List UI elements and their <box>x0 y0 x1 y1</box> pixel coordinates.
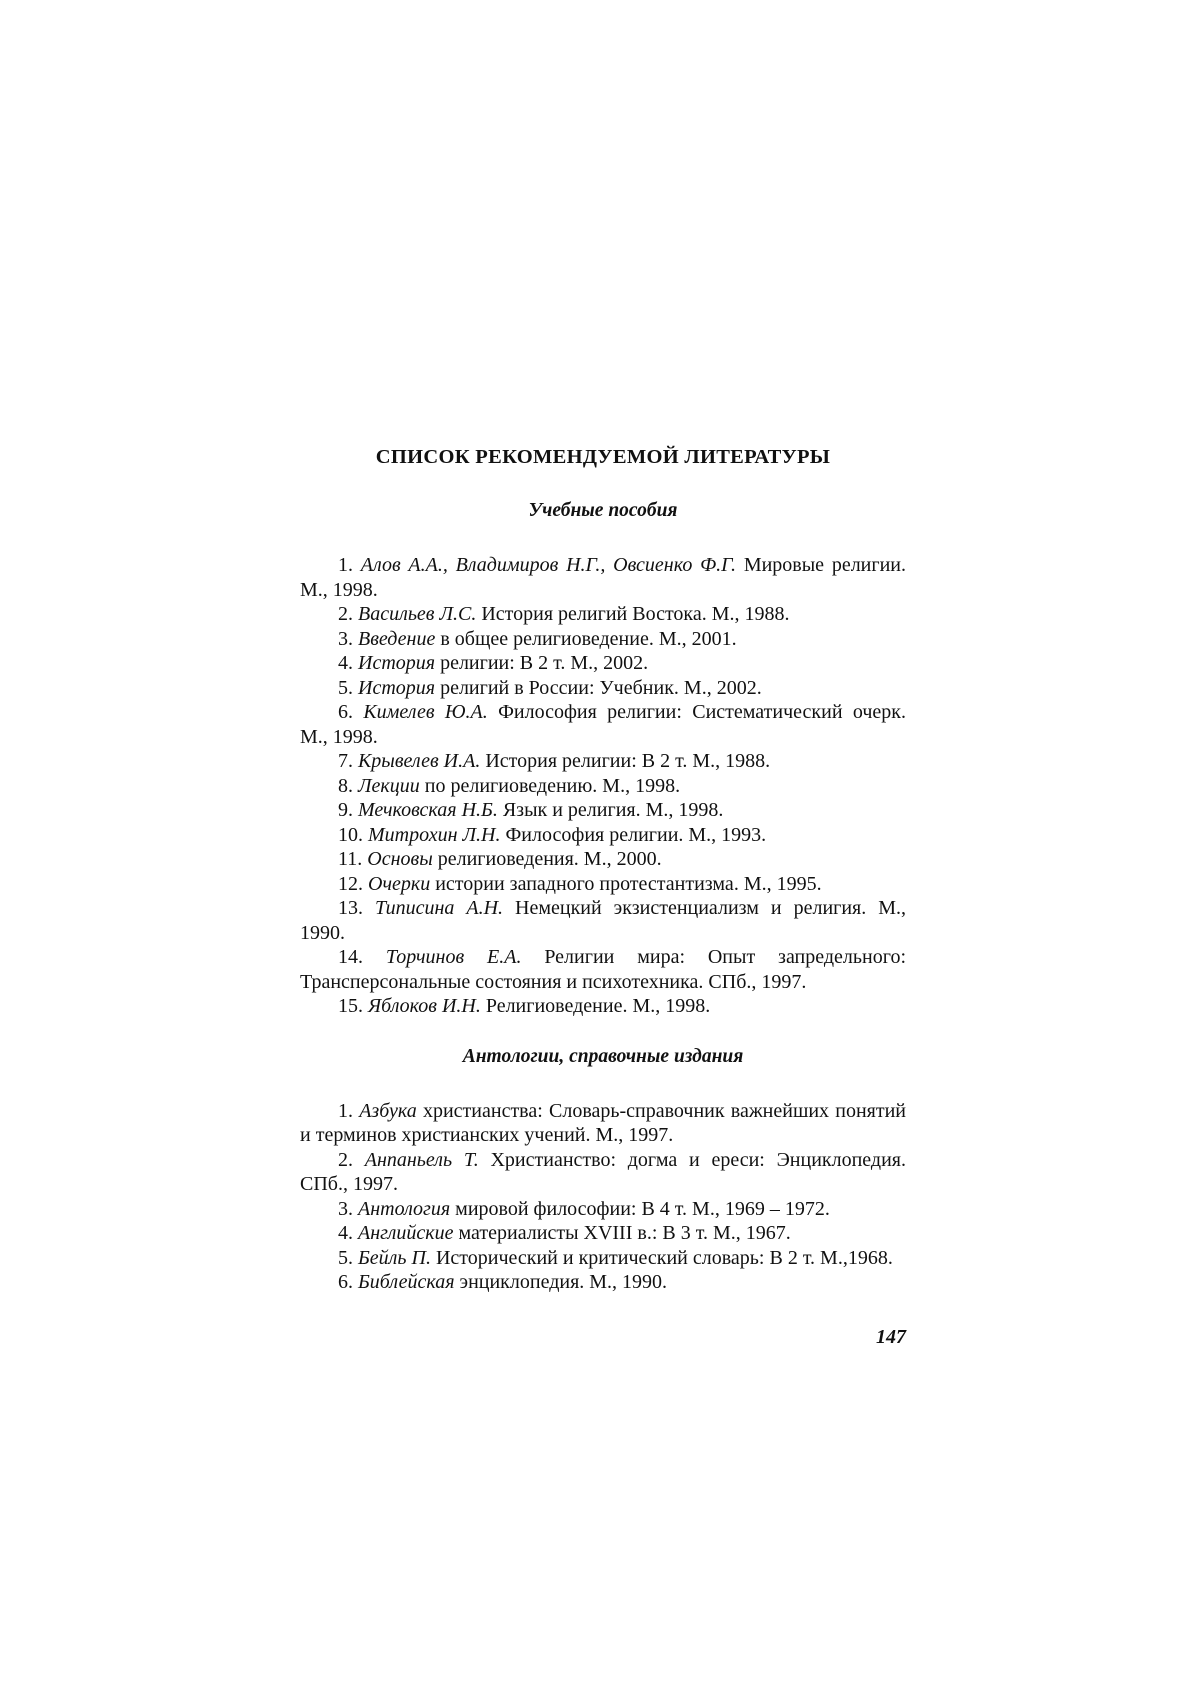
entry-number: 1. <box>338 1099 353 1122</box>
entry-number: 3. <box>338 1197 353 1220</box>
entry-text: Мировые религии. М., 1998. <box>300 554 906 601</box>
bibliography-entry <box>300 798 906 823</box>
entry-number: 8. <box>338 774 353 797</box>
entry-text: по религиоведению. М., 1998. <box>419 774 681 797</box>
entry-text: религиоведения. М., 2000. <box>432 848 662 870</box>
entry-author: Английские <box>358 1222 454 1244</box>
entry-author: Крывелев И.А. <box>358 750 481 772</box>
bibliography-entry <box>300 1270 906 1295</box>
entry-text: мировой философии: В 4 т. М., 1969 – 1972. <box>450 1197 830 1220</box>
entry-text: Философия религии. М., 1993. <box>500 823 767 846</box>
entry-author: Лекции <box>358 774 420 797</box>
bibliography-entry <box>300 1197 906 1222</box>
bibliography-entry <box>300 774 906 799</box>
entry-author: Кимелев Ю.А. <box>363 701 488 723</box>
entry-number: 2. <box>338 1148 353 1171</box>
entry-text: Немецкий экзистенциализм и религия. М., 1990. <box>300 897 907 944</box>
entry-text: религий в России: Учебник. М., 2002. <box>435 676 762 699</box>
entry-text: энциклопедия. М., 1990. <box>454 1271 668 1293</box>
entry-number: 14. <box>338 946 363 968</box>
entry-author: Типисина А.Н. <box>374 897 504 919</box>
entry-number: 13. <box>338 897 363 919</box>
entry-author: Васильев Л.С. <box>358 603 477 625</box>
entry-author: Очерки <box>368 872 431 895</box>
bibliography-entry <box>300 553 906 602</box>
entry-number: 5. <box>338 676 353 699</box>
section-heading-anthologies: Антологии, справочные издания <box>462 1045 744 1067</box>
entry-text: материалисты XVIII в.: В 3 т. М., 1967. <box>453 1222 791 1244</box>
entry-text: Исторический и критический словарь: В 2 т. М.,1968. <box>430 1246 893 1269</box>
entry-text: История религии: В 2 т. М., 1988. <box>480 750 771 772</box>
bibliography-entry <box>300 676 906 701</box>
bibliography-entry <box>300 749 906 774</box>
textbooks-list <box>300 553 906 1019</box>
entry-number: 9. <box>338 799 353 821</box>
entry-text: религии: В 2 т. М., 2002. <box>435 652 649 674</box>
entry-author: Яблоков И.Н. <box>368 995 481 1017</box>
entry-number: 4. <box>338 1222 353 1244</box>
bibliography-entry <box>300 847 906 872</box>
section-heading-textbooks: Учебные пособия <box>528 500 678 521</box>
bibliography-entry <box>300 651 906 676</box>
entry-author: Антология <box>358 1197 451 1220</box>
entry-author: Мечковская Н.Б. <box>358 799 498 821</box>
bibliography-entry <box>300 627 906 652</box>
entry-number: 2. <box>338 603 353 625</box>
entry-text: истории западного протестантизма. М., 1995. <box>430 872 822 895</box>
anthologies-list <box>300 1099 906 1295</box>
bibliography-entry <box>300 896 906 945</box>
bibliography-entry <box>300 1148 906 1197</box>
bibliography-entry <box>300 994 906 1019</box>
bibliography-entry <box>300 1246 906 1271</box>
entry-text: христианства: Словарь-справочник важнейших понятий и терминов христианских учений. М., 1997. <box>300 1099 906 1146</box>
entry-text: Язык и религия. М., 1998. <box>497 799 724 821</box>
page-title: СПИСОК РЕКОМЕНДУЕМОЙ ЛИТЕРАТУРЫ <box>375 446 831 468</box>
entry-author: Бейль П. <box>358 1246 431 1269</box>
entry-author: История <box>358 652 436 674</box>
bibliography-entry <box>300 602 906 627</box>
entry-author: Основы <box>367 848 433 870</box>
entry-number: 6. <box>338 1271 353 1293</box>
bibliography-entry <box>300 872 906 897</box>
entry-number: 6. <box>338 701 353 723</box>
entry-number: 11. <box>338 848 363 870</box>
bibliography <box>300 445 906 1295</box>
entry-text: История религий Востока. М., 1988. <box>476 603 790 625</box>
entry-text: Религиоведение. М., 1998. <box>480 995 711 1017</box>
bibliography-entry <box>300 1221 906 1246</box>
entry-author: Алов А.А., Владимиров Н.Г., Овсиенко Ф.Г. <box>360 554 737 576</box>
entry-author: Библейская <box>358 1271 455 1293</box>
bibliography-entry <box>300 1099 906 1148</box>
entry-author: История <box>358 676 436 699</box>
entry-text: Философия религии: Систематический очерк. М., 1998. <box>300 701 906 748</box>
bibliography-entry <box>300 823 906 848</box>
bibliography-entry <box>300 945 906 994</box>
entry-number: 7. <box>338 750 353 772</box>
section-spacer <box>300 1019 906 1045</box>
entry-author: Введение <box>358 627 436 650</box>
entry-number: 12. <box>338 872 363 895</box>
entry-text: Христианство: догма и ереси: Энциклопедия. СПб., 1997. <box>300 1148 906 1195</box>
entry-text: в общее религиоведение. М., 2001. <box>435 627 737 650</box>
entry-number: 1. <box>338 554 353 576</box>
entry-text: Религии мира: Опыт запредельного: Трансперсональные состояния и психотехника. СПб., 1997. <box>300 946 906 993</box>
page-number: 147 <box>876 1326 906 1348</box>
bibliography-entry <box>300 700 906 749</box>
entry-number: 4. <box>338 652 353 674</box>
entry-author: Торчинов Е.А. <box>385 946 522 968</box>
entry-number: 3. <box>338 627 353 650</box>
entry-author: Азбука <box>359 1099 417 1122</box>
entry-number: 5. <box>338 1246 353 1269</box>
entry-number: 15. <box>338 995 363 1017</box>
entry-author: Анпаньель Т. <box>364 1148 479 1171</box>
entry-number: 10. <box>338 823 363 846</box>
entry-author: Митрохин Л.Н. <box>368 823 501 846</box>
